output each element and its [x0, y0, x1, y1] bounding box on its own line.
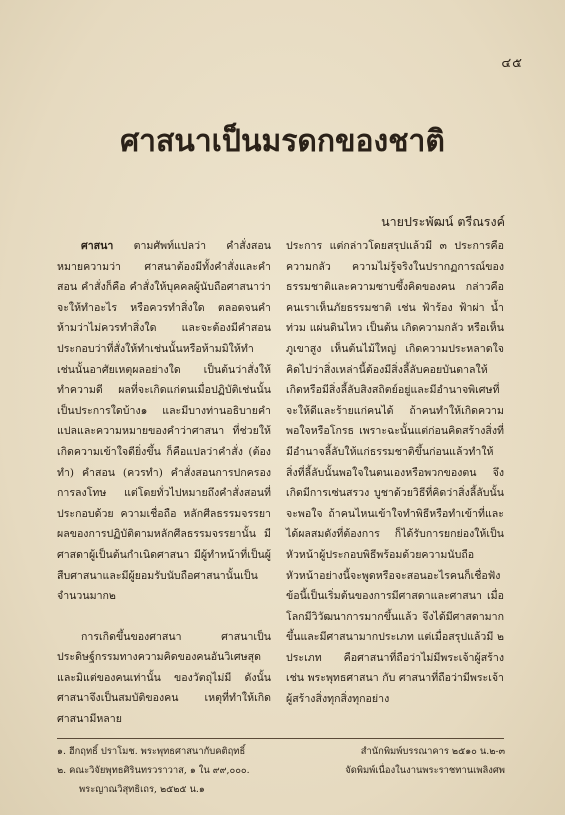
footnote-2-source: ๒. คณะวิจัยพุทธศิรินทรวราวาส, ๑ ใน ๙๙,๐๐๐. [57, 765, 250, 776]
right-column [286, 236, 504, 710]
footnote-1 [57, 742, 505, 761]
paragraph-origin: การเกิดขึ้นของศาสนา ศาสนาเป็นประดิษฐ์กรรมทางความคิดของคนอันวิเศษสุด และมิแต่ของคนเท่านั้น ของวัตถุไม่มี ดังนั้น ศาสนาจึงเป็นสมบัติของคน เหตุที่ทำให้เกิดศาสนามีหลาย [57, 630, 271, 726]
author-name: นายประพัฒน์ ตรีณรงค์ [381, 214, 505, 229]
lead-term: ศาสนา [81, 240, 114, 252]
footnote-1-publisher: สำนักพิมพ์บรรณาคาร ๒๕๑๐ น.๒-๓ [360, 746, 505, 757]
left-column [57, 236, 271, 730]
footnotes [57, 742, 505, 799]
page-number: ๔๕ [501, 56, 523, 71]
footnote-2-publisher: จัดพิมพ์เนื่องในงานพระราชทานเพลิงศพ [345, 765, 505, 776]
paragraph-continuation: ประการ แต่กล่าวโดยสรุปแล้วมี ๓ ประการคือ ความกลัว ความไม่รู้จริงในปรากฏการณ์ของธรรมชาติและความซาบซึ้งคิดของคน กล่าวคือ คนเราเห็นภัยธรรมชาติ เช่น ฟ้าร้อง ฟ้าผ่า น้ำท่วม แผ่นดินไหว เป็นต้น เกิดความกลัว หรือเห็นภูเขาสูง เห็นต้นไม้ใหญ่ เกิดความประหลาดใจ คิดไปว่าสิ่งเหล่านี้ต้องมีสิ่งลี้ลับคอยบันดาลให้เกิดหรือมีสิ่งลี้ลับสิงสถิตย์อยู่และมีอำนาจพิเศษที่จะให้ดีและร้ายแก่คนได้ ถ้าคนทำให้เกิดความพอใจหรือโกรธ เพราะฉะนั้นแต่ก่อนคิดสร้างสิ่งที่มีอำนาจลี้ลับให้แก่ธรรมชาติขึ้นก่อนแล้วทำให้สิ่งที่ลี้ลับนั้นพอใจในตนเองหรือพวกของตน จึงเกิดมีการเซ่นสรวง บูชาด้วยวิธีที่คิดว่าสิ่งลี้ลับนั้นจะพอใจ ถ้าคนไหนเข้าใจทำพิธีหรือทำเข้าที่และได้ผลสมดังที่ต้องการ ก็ได้รับการยกย่องให้เป็นหัวหน้าผู้ประกอบพิธีพร้อมด้วยความนับถือ หัวหน้าอย่างนี้จะพูดหรือจะสอนอะไรคนก็เชื่อฟัง ข้อนี้เป็นเริ่มต้นของการมีศาสดาและศาสนา เมื่อโลกมีวิวัฒนาการมากขึ้นแล้ว จึงได้มีศาสดามากขึ้นและมีศาสนามากประเภท แต่เมื่อสรุปแล้วมี ๒ ประเภท คือศาสนาที่ถือว่าไม่มีพระเจ้าผู้สร้าง เช่น พระพุทธศาสนา กับ ศาสนาที่ถือว่ามีพระเจ้าผู้สร้างสิ่งทุกสิ่งทุกอย่าง [286, 240, 504, 706]
page-title: ศาสนาเป็นมรดกของชาติ [120, 124, 445, 159]
paragraph-definition [57, 236, 271, 607]
footnote-2 [57, 761, 505, 780]
footnote-divider [57, 738, 504, 739]
footnote-2-continuation: พระญาณวิสุทธิเถร, ๒๕๒๕ น.๑ [79, 784, 205, 795]
paragraph-text: ตามศัพท์แปลว่า คำสั่งสอน หมายความว่า ศาสนาต้องมีทั้งคำสั่งและคำสอน คำสั่งก็คือ คำสั่งให้บุคคลผู้นับถือศาสนาว่าจะให้ทำอะไร หรือควรทำสิ่งใด ตลอดจนคำห้ามว่าไม่ควรทำสิ่งใด และจะต้องมีคำสอนประกอบว่าที่สั่งให้ทำเช่นนั้นหรือห้ามมิให้ทำเช่นนั้นอาศัยเหตุผลอย่างใด เป็นต้นว่าสั่งให้ทำความดี ผลที่จะเกิดแก่ตนเมื่อปฏิบัติเช่นนั้นเป็นประการใดบ้าง๑ และมีบางท่านอธิบายคำแปลและความหมายของคำว่าศาสนา ที่ช่วยให้เกิดความเข้าใจดียิ่งขึ้น ก็คือแปลว่าคำสั่ง (ต้องทำ) คำสอน (ควรทำ) คำสั่งสอนการปกครอง การลงโทษ แต่โดยทั่วไปหมายถึงคำสั่งสอนที่ประกอบด้วย ความเชื่อถือ หลักศีลธรรมจรรยา ผลของการปฏิบัติตามหลักศีลธรรมจรรยานั้น มีศาสดาผู้เป็นต้นกำเนิดศาสนา มีผู้ทำหน้าที่เป็นผู้สืบศาสนาและมีผู้ยอมรับนับถือศาสนานั้นเป็นจำนวนมาก๒ [57, 240, 271, 603]
footnote-2-continued [57, 780, 505, 799]
footnote-1-source: ๑. ฮีกฤทธิ์ ปราโมช. พระพุทธศาสนากับคติฤทธิ์ [57, 746, 246, 757]
